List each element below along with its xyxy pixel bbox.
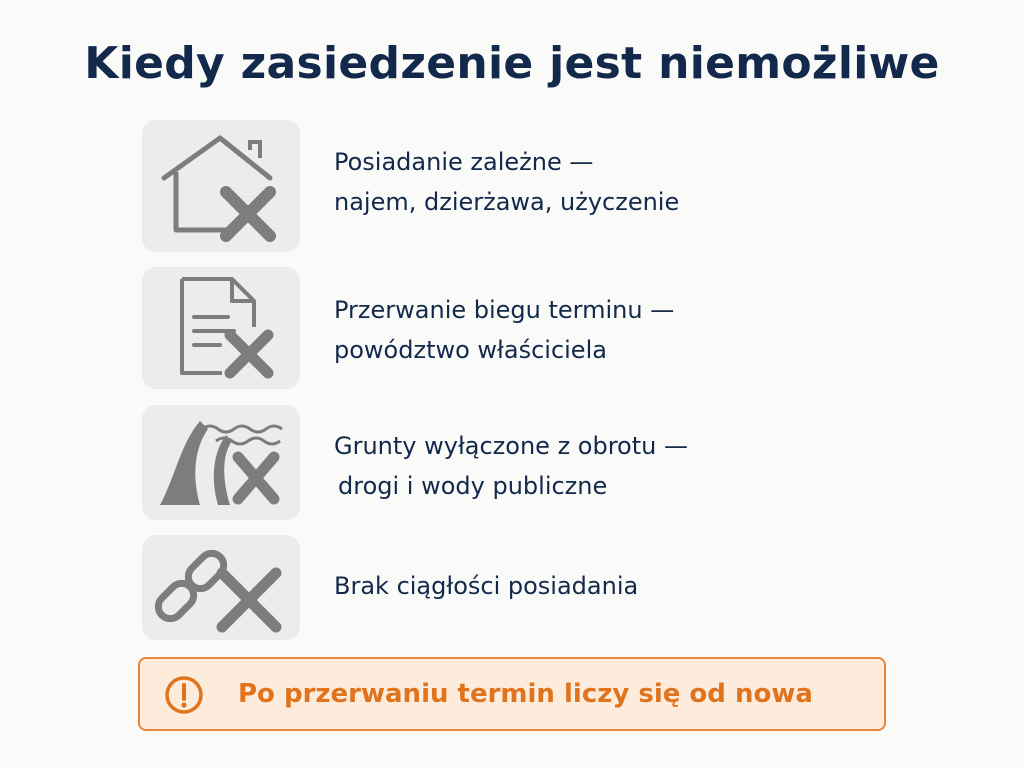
item-line-1: Posiadanie zależne — bbox=[334, 148, 594, 176]
item-line-2: najem, dzierżawa, użyczenie bbox=[334, 188, 680, 216]
warning-banner bbox=[138, 657, 886, 731]
banner-text: Po przerwaniu termin liczy się od nowa bbox=[238, 679, 813, 709]
item-dependent-possession bbox=[334, 142, 804, 222]
icon-tile-dependent-possession bbox=[142, 120, 300, 252]
page-title: Kiedy zasiedzenie jest niemożliwe bbox=[84, 38, 940, 89]
item-continuity bbox=[334, 566, 804, 606]
item-line-1: Brak ciągłości posiadania bbox=[334, 572, 639, 600]
item-interruption bbox=[334, 290, 804, 370]
icon-tile-excluded-land bbox=[142, 405, 300, 520]
icon-tile-interruption bbox=[142, 267, 300, 389]
house-cross-icon bbox=[142, 120, 300, 252]
broken-chain-cross-icon bbox=[142, 535, 300, 640]
item-line-1: Przerwanie biegu terminu — bbox=[334, 296, 675, 324]
road-water-cross-icon bbox=[142, 405, 300, 520]
item-line-2: powództwo właściciela bbox=[334, 336, 607, 364]
icon-tile-continuity bbox=[142, 535, 300, 640]
exclamation-circle-icon bbox=[164, 675, 204, 715]
item-excluded-land bbox=[334, 426, 804, 506]
item-line-2: drogi i wody publiczne bbox=[338, 472, 608, 500]
item-line-1: Grunty wyłączone z obrotu — bbox=[334, 432, 688, 460]
document-cross-icon bbox=[142, 267, 300, 389]
